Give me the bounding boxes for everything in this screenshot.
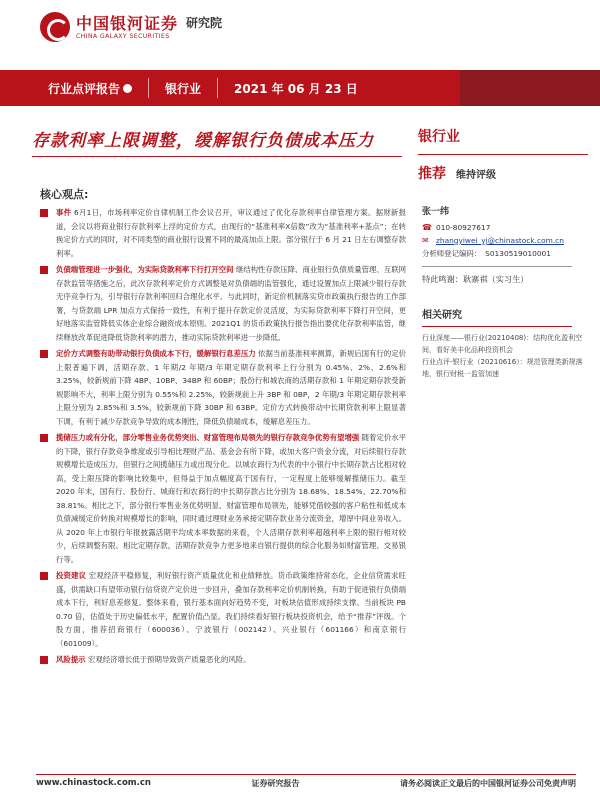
analyst-phone: 010-80927617 — [436, 223, 491, 232]
logo-chinese-name: 中国银河证券 — [76, 13, 179, 33]
related-research — [422, 306, 592, 380]
square-bullet-icon — [40, 209, 48, 217]
core-views-heading: 核心观点: — [40, 188, 89, 201]
rating-value: 推荐 — [418, 166, 446, 182]
bullet-body: 随着定价水平的下降，银行存款竞争维度或引导相比理财产品、基金会有所下降，或加大客户资金分流，对后续银行存款规模增长造成压力，但银行之间揽储压力或出现分化。以城农商行为代表的中小银行中长期存款占比相对较高，受上限压降的影响比较集中，但得益于加点幅度高于国有行，一定程度上能够缓解揽储压力。截至 2020 年末，国有行、股份行、城商行和农商行的中长期存款占比分别为 18.68%、18.54%、22.70%和 38.81%。相比之下，部分银行零售业务优势明显、财富管理布局领先，能够凭借较强的客户粘性和低成本负债减缓定价转换对规模增长的影响，同时通过理财业务承接定期存款业务分流资金，增厚中间业务收入。从 2020 年上市银行年报披露活期平均成本率数据的来看，个人活期存款利率超越利率上限的银行相对较少，后续调整有限。相比定期存款，活期存款竞争力更多地来自银行提供的综合化服务如财富管理、交易银行等。 — [56, 433, 406, 564]
bullet-body: 宏观经济增长低于预期导致资产质量恶化的风险。 — [85, 655, 251, 664]
square-bullet-icon — [40, 350, 48, 358]
rating-panel — [418, 126, 588, 183]
analyst-name: 张一纬 — [422, 207, 450, 217]
logo-english-name: CHINA GALAXY SECURITIES — [76, 32, 170, 40]
related-item[interactable]: 行业点评-银行业（20210616）：规范管理类新规落地，银行财税一监管加速 — [422, 358, 583, 378]
bullet-lead: 风险提示 — [56, 655, 86, 664]
footer-center-label: 证券研究报告 — [251, 779, 300, 788]
license-label: 分析师登记编码： — [422, 249, 482, 258]
industry-label: 银行业 — [418, 129, 460, 145]
bullet-body: 依据当前基准利率测算，新规后国有行的定价上限普遍下调，活期存款、1 年期/2 年期/3 年期定期存款利率上行分别为 0.45%、2%、2.6%和 3.25%，较新规前下降 4BP、10BP、34BP 和 60BP；股份行和城农商的活期存款和 1 年期定期存款受新规影响不大，利率上限分别为 0.55%和 2.25%，较新规前上升 3BP 和 0BP，2 年期/3 年期定期存款利率上限分别为 2.85%和 3.5%，较新规前下降 30BP 和 63BP。定价方式转换带动中长期贷款利率上限显著下调，有利于减少存款竞争导致的成本刚性，降低负债端成本，缓解息差压力。 — [56, 349, 406, 426]
bullet-lead: 事件 — [56, 208, 72, 217]
square-bullet-icon — [40, 656, 48, 664]
rating-note: 维持评级 — [456, 170, 496, 181]
industry-divider — [418, 154, 588, 155]
bullet-body: 继结构性存款压降、商业银行负债质量管理、互联网存款监管等措施之后，此次存款利率定价方式调整是对负债端的监管强化，通过设置加点上限减少银行存款无序竞争行为，引导银行存款利率回归合理化水平。与此同时，新定价机制落实贷市政策执行报告的工作部署，与贷款端 LPR 加点方式保持一致性，有利于提升存款定价灵活度，为实际贷款利率下降打开空间，更好地落实监管降低实体企业综合融资成本原则。2021Q1 的货币政策执行报告指出要优化存款利率监管，继续释放改革促进降低贷款利率的潜力，推动实际贷款利率进一步降低。 — [56, 265, 406, 342]
list-item — [40, 653, 406, 667]
bullet-lead: 投资建议 — [56, 571, 87, 580]
banner-divider — [148, 78, 149, 98]
footer-website-link[interactable]: www.chinastock.com.cn — [36, 778, 151, 788]
list-item — [40, 263, 406, 344]
related-item[interactable]: 行业深度——银行业(20210408)：结构优化盈利空间，看好美丰化品种投资机会 — [422, 334, 583, 354]
square-bullet-icon — [40, 266, 48, 274]
related-divider — [422, 326, 572, 327]
bullet-lead: 揽储压力或有分化，部分零售业务优势突出、财富管理布局领先的银行存款竞争优势有望增强 — [56, 433, 360, 442]
bullet-body: 6月1日，市场利率定价自律机制工作会议召开，审议通过了优化存款利率自律管理方案。据财新报道，会议以将商业银行存款利率上浮的定价方式，由现行的“基准利率X倍数”改为“基准利率+基点”；在转换定价方式的同时，对不同类型的商业银行设置不同的最高加点上限。部分银行于 6 月 21 日左右调整存款利率。 — [56, 208, 406, 258]
footer-disclaimer: 请务必阅读正文最后的中国银河证券公司免责声明 — [399, 779, 576, 788]
related-research-heading: 相关研究 — [422, 310, 462, 321]
square-bullet-icon — [40, 572, 48, 580]
bullet-body: 宏观经济平稳修复，利好银行资产质量优化和业绩释放。货币政策维持常态化，企业信贷需求旺盛，供需缺口有望带动银行信贷资产定价进一步回升，叠加存款利率定价机制转换，有助于促进银行负债端成本下行，利好息差修复。整体来看，银行基本面向好趋势不变，对板块估值形成持续支撑。当前板块 PB 0.70 倍，估值处于历史偏低水平，配置价值凸显。我们持续看好银行板块投资机会，给予“推荐”评级。个股方面，推荐招商银行（600036）、宁波银行（002142）、兴业银行（601166）和南京银行（601009）。 — [56, 571, 406, 648]
email-icon: ✉ — [422, 236, 429, 245]
analyst-card — [422, 206, 592, 286]
square-bullet-icon — [40, 434, 48, 442]
bullet-lead: 负债端管理进一步强化，为实际贷款利率下行打开空间 — [56, 265, 234, 274]
phone-icon: ☎ — [422, 223, 432, 232]
banner-sector: 银行业 — [165, 81, 202, 96]
report-banner — [0, 70, 600, 106]
banner-divider — [217, 78, 218, 98]
bullet-lead: 定价方式调整有助带动银行负债成本下行，缓解银行息差压力 — [56, 349, 256, 358]
report-type: 行业点评报告 — [48, 81, 121, 96]
list-item — [40, 206, 406, 260]
analyst-email-link[interactable]: zhangyiwei_yj@chinastock.com.cn — [436, 236, 564, 245]
list-item — [40, 431, 406, 566]
page-footer — [36, 778, 576, 789]
list-item — [40, 347, 406, 428]
license-number: S0130519010001 — [485, 249, 551, 258]
acknowledgement: 特此鸣谢：耿寨祺（实习生） — [422, 274, 529, 284]
core-views-body — [40, 206, 406, 670]
analyst-divider — [422, 266, 572, 267]
footer-divider — [36, 774, 576, 775]
report-date: 2021 年 06 月 23 日 — [234, 81, 358, 96]
company-logo — [40, 10, 260, 44]
galaxy-logo-icon — [40, 12, 70, 42]
title-divider — [32, 156, 402, 157]
bullet-dot-icon — [123, 84, 132, 93]
research-institute-label: 研究院 — [186, 16, 223, 30]
report-title: 存款利率上限调整，缓解银行负债成本压力 — [32, 131, 374, 151]
list-item — [40, 569, 406, 650]
